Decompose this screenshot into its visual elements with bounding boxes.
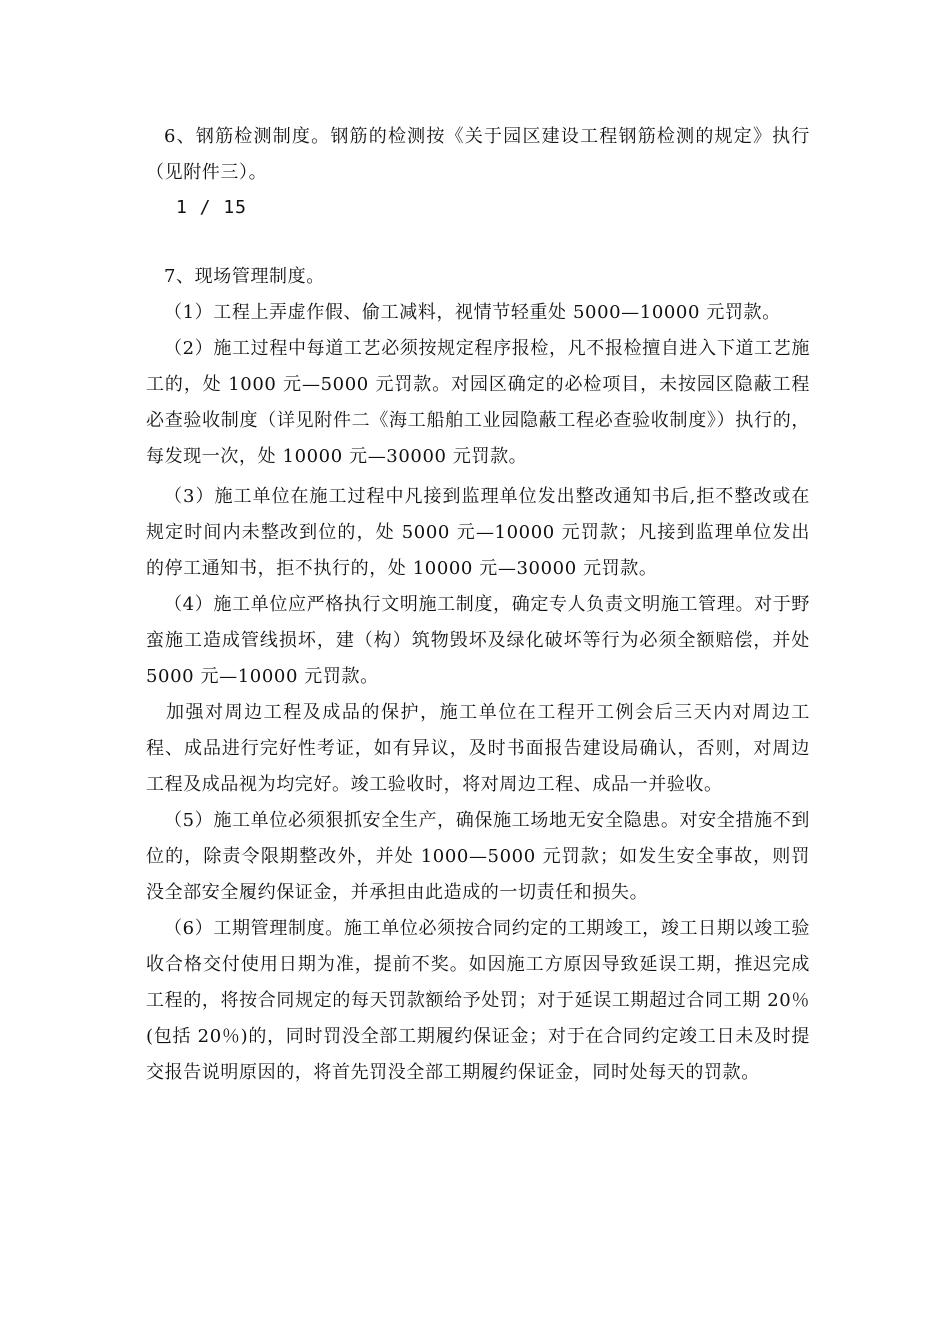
paragraph-item-2: （2）施工过程中每道工艺必须按规定程序报检，凡不报检擅自进入下道工艺施工的，处 1000 元—5000 元罚款。对园区确定的必检项目，未按园区隐蔽工程必查验收制度（详见附件二《海工船舶工业园隐蔽工程必查验收制度》）执行的，每发现一次，处 10000 元—30000 元罚款。 (146, 338, 810, 467)
paragraph-item-4: （4）施工单位应严格执行文明施工制度，确定专人负责文明施工管理。对于野蛮施工造成管线损坏，建（构）筑物毁坏及绿化破坏等行为必须全额赔偿，并处 5000 元—10000 元罚款。 (146, 594, 810, 687)
paragraph-protection: 加强对周边工程及成品的保护，施工单位在工程开工例会后三天内对周边工程、成品进行完好性考证，如有异议，及时书面报告建设局确认，否则，对周边工程及成品视为均完好。竣工验收时，将对周边工程、成品一并验收。 (146, 702, 810, 795)
paragraph-item-1: （1）工程上弄虚作假、偷工减料，视情节轻重处 5000—10000 元罚款。 (164, 302, 781, 323)
paragraph-item-6: （6）工期管理制度。施工单位必须按合同约定的工期竣工，竣工日期以竣工验收合格交付使用日期为准，提前不奖。如因施工方原因导致延误工期，推迟完成工程的，将按合同规定的每天罚款额给予处罚；对于延误工期超过合同工期 20％(包括 20％)的，同时罚没全部工期履约保证金；对于在合同约定竣工日未及时提交报告说明原因的，将首先罚没全部工期履约保证金，同时处每天的罚款。 (146, 918, 810, 1083)
paragraph-rebar-inspection: 6、钢筋检测制度。钢筋的检测按《关于园区建设工程钢筋检测的规定》执行（见附件三）。 (146, 126, 810, 183)
paragraph-site-management-heading: 7、现场管理制度。 (164, 266, 325, 287)
paragraph-item-5: （5）施工单位必须狠抓安全生产，确保施工场地无安全隐患。对安全措施不到位的，除责令限期整改外，并处 1000—5000 元罚款；如发生安全事故，则罚没全部安全履约保证金，并承担由此造成的一切责任和损失。 (146, 810, 810, 903)
page-number: 1 / 15 (176, 197, 248, 218)
paragraph-item-3: （3）施工单位在施工过程中凡接到监理单位发出整改通知书后,拒不整改或在规定时间内未整改到位的，处 5000 元—10000 元罚款；凡接到监理单位发出的停工通知书，拒不执行的，处 10000 元—30000 元罚款。 (146, 486, 810, 579)
